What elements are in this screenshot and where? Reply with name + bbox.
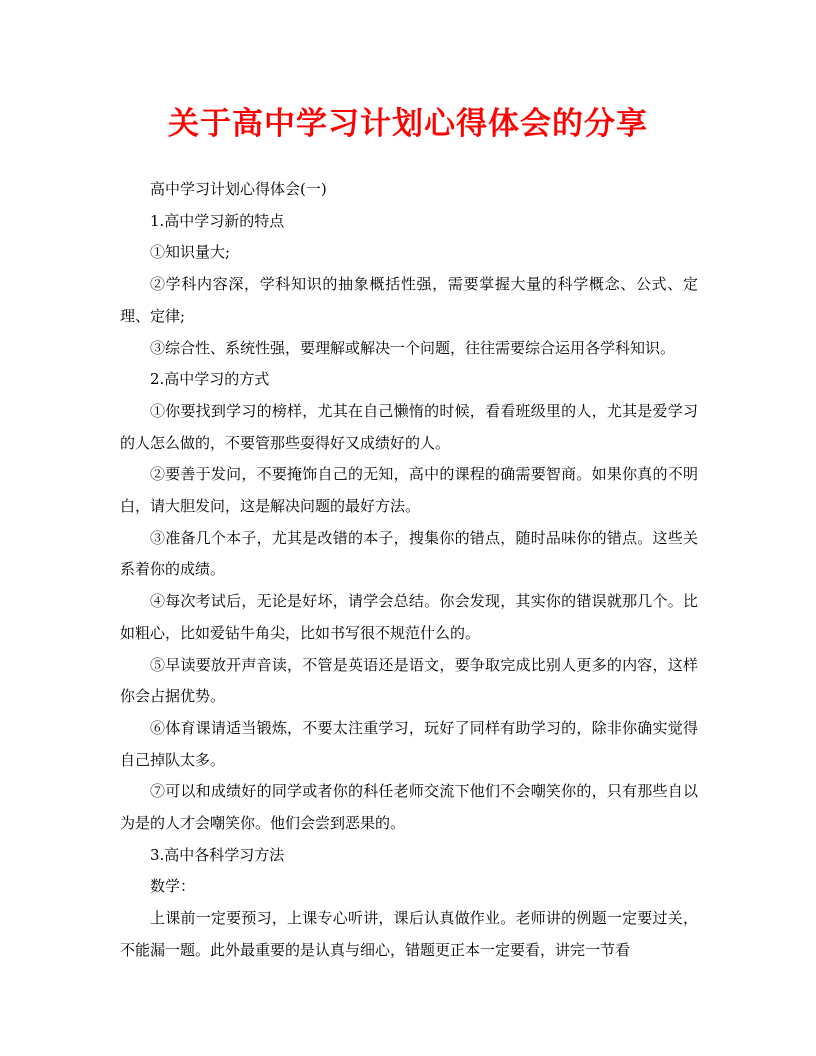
paragraph-point: ③准备几个本子，尤其是改错的本子，搜集你的错点，随时品味你的错点。这些关系着你的成绩。 [120, 528, 698, 579]
paragraph-heading-part-1: 高中学习计划心得体会(一) [150, 180, 327, 198]
paragraph-section-3-heading: 3.高中各科学习方法 [150, 845, 285, 864]
paragraph-body-text: 上课前一定要预习，上课专心听讲，课后认真做作业。老师讲的例题一定要过关，不能漏一题。此外最重要的是认真与细心，错题更正本一定要看，讲完一节看 [120, 909, 698, 959]
paragraph-point: ①你要找到学习的榜样，尤其在自己懒惰的时候，看看班级里的人，尤其是爱学习的人怎么做的，不要管那些耍得好又成绩好的人。 [120, 401, 698, 452]
paragraph-point: ②学科内容深，学科知识的抽象概括性强，需要掌握大量的科学概念、公式、定理、定律; [120, 275, 698, 325]
document-body [120, 174, 698, 967]
paragraph-point: ①知识量大; [150, 243, 231, 262]
paragraph-point: ④每次考试后，无论是好坏，请学会总结。你会发现，其实你的错误就那几个。比如粗心，比如爱钻牛角尖，比如书写很不规范什么的。 [120, 592, 698, 642]
paragraph-subject-label: 数学： [150, 877, 196, 896]
document-title: 关于高中学习计划心得体会的分享 [168, 106, 648, 142]
paragraph-point: ③综合性、系统性强，要理解或解决一个问题，往往需要综合运用各学科知识。 [150, 338, 676, 357]
paragraph-section-2-heading: 2.高中学习的方式 [150, 370, 270, 389]
paragraph-point: ⑦可以和成绩好的同学或者你的科任老师交流下他们不会嘲笑你的，只有那些自以为是的人才会嘲笑你。他们会尝到恶果的。 [120, 782, 698, 833]
paragraph-point: ⑤早读要放开声音读，不管是英语还是语文，要争取完成比别人更多的内容，这样你会占据优势。 [120, 655, 698, 706]
paragraph-section-1-heading: 1.高中学习新的特点 [150, 211, 285, 230]
paragraph-point: ②要善于发问，不要掩饰自己的无知，高中的课程的确需要智商。如果你真的不明白，请大胆发问，这是解决问题的最好方法。 [120, 465, 698, 516]
paragraph-point: ⑥体育课请适当锻炼，不要太注重学习，玩好了同样有助学习的，除非你确实觉得自己掉队太多。 [120, 718, 698, 769]
